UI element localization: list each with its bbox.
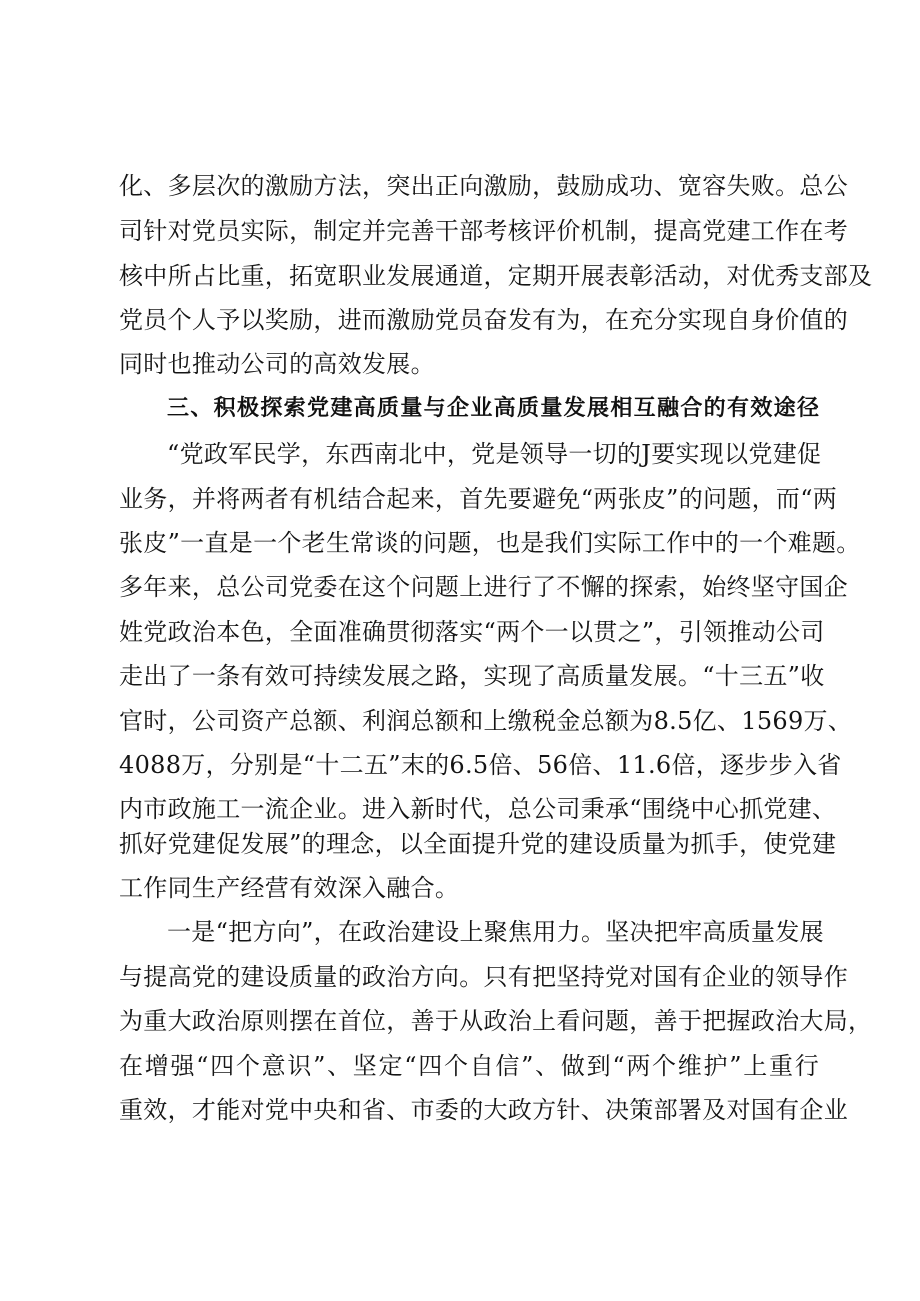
paragraph-line: 为重大政治原则摆在首位，善于从政治上看问题，善于把握政治大局，	[119, 1007, 873, 1035]
paragraph-line: 一是“把方向”，在政治建设上聚焦用力。坚决把牢高质量发展	[167, 918, 824, 946]
paragraph-line: 抓好党建促发展”的理念，以全面提升党的建设质量为抓手，使党建	[119, 830, 837, 858]
paragraph-line: 内市政施工一流企业。进入新时代，总公司秉承“围绕中心抓党建、	[119, 795, 837, 823]
paragraph-line: 4088万，分别是“十二五”末的6.5倍、56倍、11.6倍，逐步步入省	[119, 751, 842, 779]
paragraph-line: 业务，并将两者有机结合起来，首先要避免“两张皮”的问题，而“两	[119, 485, 838, 513]
paragraph-line: 化、多层次的激励方法，突出正向激励，鼓励成功、宽容失败。总公	[119, 172, 848, 200]
paragraph-line: 同时也推动公司的高效发展。	[119, 350, 435, 378]
paragraph-line: 姓党政治本色，全面准确贯彻落实“两个一以贯之”，引领推动公司	[119, 618, 825, 646]
paragraph-line: 工作同生产经营有效深入融合。	[119, 874, 460, 902]
paragraph-line: 核中所占比重，拓宽职业发展通道，定期开展表彰活动，对优秀支部及	[119, 262, 873, 290]
paragraph-line: 与提高党的建设质量的政治方向。只有把坚持党对国有企业的领导作	[119, 963, 848, 991]
paragraph-line: 多年来，总公司党委在这个问题上进行了不懈的探索，始终坚守国企	[119, 573, 848, 601]
paragraph-line: “党政军民学，东西南北中，党是领导一切的J要实现以党建促	[167, 440, 822, 468]
section-heading: 三、积极探索党建高质量与企业高质量发展相互融合的有效途径	[167, 396, 819, 421]
paragraph-line: 党员个人予以奖励，进而激励党员奋发有为，在充分实现自身价值的	[119, 306, 848, 334]
paragraph-line: 司针对党员实际，制定并完善干部考核评价机制，提高党建工作在考	[119, 217, 848, 245]
paragraph-line: 重效，才能对党中央和省、市委的大政方针、决策部署及对国有企业	[119, 1096, 848, 1124]
paragraph-line: 走出了一条有效可持续发展之路，实现了高质量发展。“十三五”收	[119, 662, 825, 690]
paragraph-line: 在增强“四个意识”、坚定“四个自信”、做到“两个维护”上重行	[119, 1052, 819, 1080]
paragraph-line: 张皮”一直是一个老生常谈的问题，也是我们实际工作中的一个难题。	[119, 529, 861, 557]
paragraph-line: 官时，公司资产总额、利润总额和上缴税金总额为8.5亿、1569万、	[119, 707, 853, 735]
